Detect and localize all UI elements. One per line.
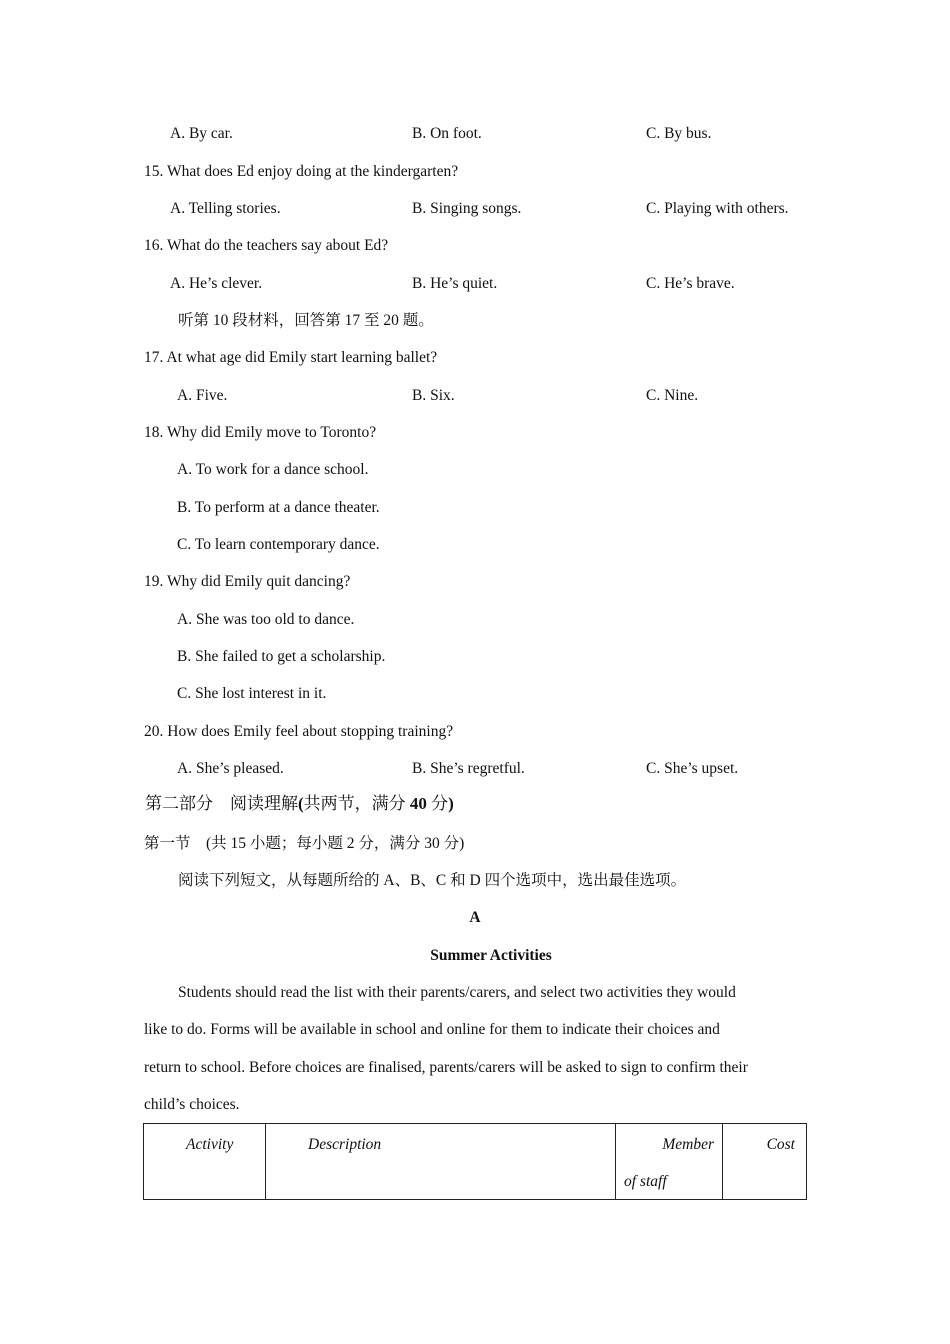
activities-table (143, 1123, 807, 1200)
paragraph-line-1: Students should read the list with their parents/carers, and select two activities they would (178, 984, 736, 1001)
paragraph-line-4: child’s choices. (144, 1096, 240, 1113)
header-member: Member (662, 1136, 714, 1153)
q15-option-a: A. Telling stories. (170, 200, 281, 217)
q15-option-c: C. Playing with others. (646, 200, 789, 217)
q18-option-c: C. To learn contemporary dance. (177, 536, 380, 553)
header-member-cell (616, 1124, 723, 1200)
q17-stem: 17. At what age did Emily start learning ballet? (144, 349, 438, 366)
q19-option-a: A. She was too old to dance. (177, 611, 355, 628)
reading-instruction: 阅读下列短文，从每题所给的 A、B、C 和 D 四个选项中，选出最佳选项。 (178, 872, 687, 889)
q20-option-a: A. She’s pleased. (177, 760, 284, 777)
header-activity: Activity (186, 1136, 234, 1153)
q18-stem: 18. Why did Emily move to Toronto? (144, 424, 377, 441)
header-activity-cell (144, 1124, 266, 1200)
q18-option-b: B. To perform at a dance theater. (177, 499, 380, 516)
q15-option-b: B. Singing songs. (412, 200, 522, 217)
section-one-heading: 第一节 (共 15 小题；每小题 2 分，满分 30 分) (144, 835, 465, 852)
q19-option-c: C. She lost interest in it. (177, 685, 327, 702)
part-two-heading (145, 794, 454, 814)
part-two-open: ( (298, 794, 304, 813)
part-two-close: ) (448, 794, 454, 813)
paragraph-line-3: return to school. Before choices are finalised, parents/carers will be asked to sign to confirm their (144, 1059, 748, 1076)
q20-option-b: B. She’s regretful. (412, 760, 525, 777)
q14-option-b: B. On foot. (412, 125, 482, 142)
q17-option-c: C. Nine. (646, 387, 699, 404)
part-two-mid: 共两节，满分 (303, 794, 410, 813)
header-cost-cell (723, 1124, 807, 1200)
q15-stem: 15. What does Ed enjoy doing at the kindergarten? (144, 163, 459, 180)
q14-option-a: A. By car. (170, 125, 233, 142)
q16-stem: 16. What do the teachers say about Ed? (144, 237, 389, 254)
paragraph-line-2: like to do. Forms will be available in school and online for them to indicate their choices and (144, 1021, 720, 1038)
header-description-cell (266, 1124, 616, 1200)
q19-option-b: B. She failed to get a scholarship. (177, 648, 386, 665)
q20-stem: 20. How does Emily feel about stopping training? (144, 723, 454, 740)
passage-title: Summer Activities (430, 947, 552, 964)
q19-stem: 19. Why did Emily quit dancing? (144, 573, 351, 590)
q16-option-c: C. He’s brave. (646, 275, 735, 292)
header-cost: Cost (766, 1136, 795, 1153)
q17-option-a: A. Five. (177, 387, 228, 404)
q16-option-b: B. He’s quiet. (412, 275, 498, 292)
listening-instruction: 听第 10 段材料，回答第 17 至 20 题。 (178, 312, 434, 329)
q20-option-c: C. She’s upset. (646, 760, 739, 777)
q16-option-a: A. He’s clever. (170, 275, 263, 292)
header-description: Description (308, 1136, 382, 1153)
part-two-score: 40 (409, 794, 427, 813)
q18-option-a: A. To work for a dance school. (177, 461, 369, 478)
header-member-staff: of staff (624, 1173, 667, 1190)
part-two-name: 第二部分 阅读理解 (145, 794, 298, 813)
q17-option-b: B. Six. (412, 387, 455, 404)
part-two-unit: 分 (426, 794, 449, 813)
table-header-row (144, 1124, 807, 1200)
q14-option-c: C. By bus. (646, 125, 712, 142)
passage-label: A (469, 909, 481, 926)
